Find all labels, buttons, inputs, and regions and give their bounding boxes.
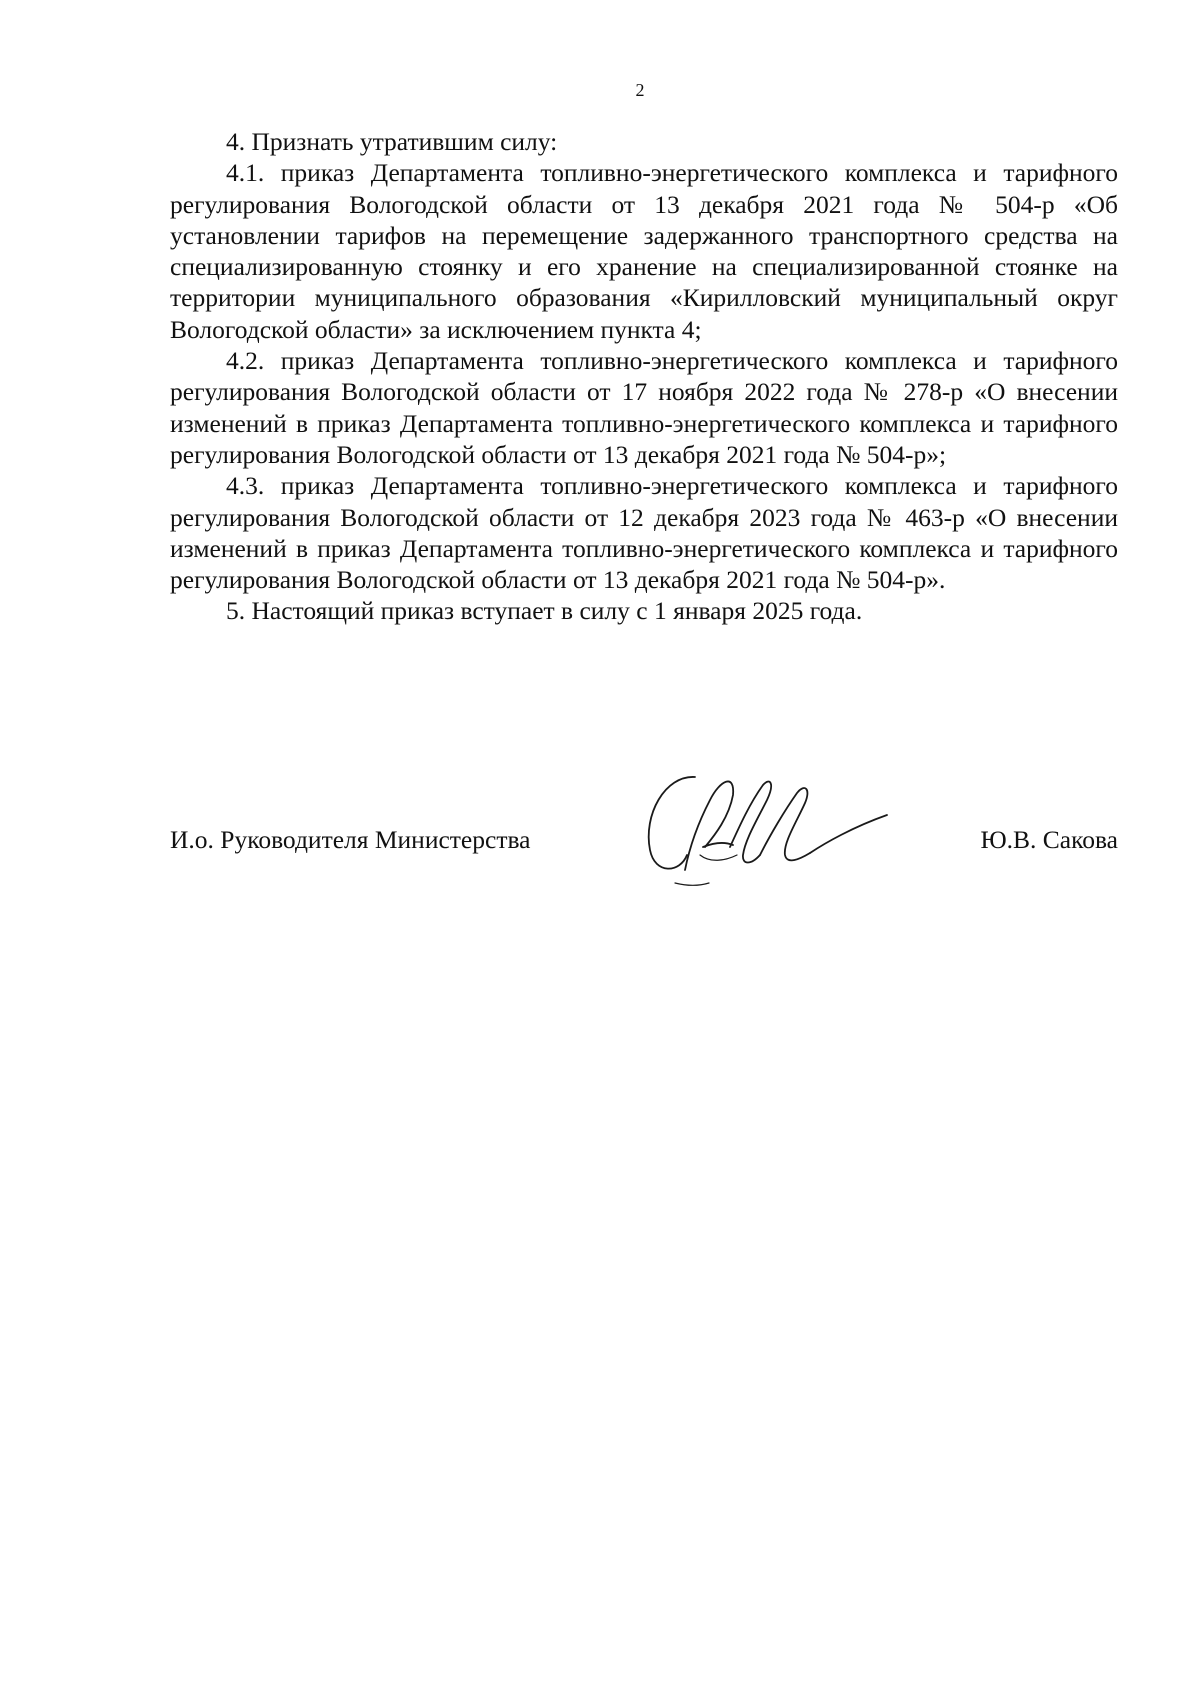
signer-title: И.о. Руководителя Министерства [170,825,531,854]
paragraph-5: 5. Настоящий приказ вступает в силу с 1 января 2025 года. [226,596,863,626]
paragraph-4-1: 4.1. приказ Департамента топливно-энергетического комплекса и тарифного регулирования Вологодской области от 13 декабря 2021 года № 504-р «Об установлении тарифов на перемещение задержанного транспортного средства на специализированную стоянку и его хранение на специализированной стоянке на территории муниципального образования «Кирилловский муниципальный округ Вологодской области» за исключением пункта 4; [170,158,1118,344]
handwritten-signature-icon [625,755,925,890]
signer-name: Ю.В. Сакова [980,825,1118,854]
signature-block [170,755,1118,895]
document-body [170,126,1118,627]
paragraph-4-3: 4.3. приказ Департамента топливно-энергетического комплекса и тарифного регулирования Вологодской области от 12 декабря 2023 года № 463-р «О внесении изменений в приказ Департамента топливно-энергетического комплекса и тарифного регулирования Вологодской области от 13 декабря 2021 года № 504-р». [170,471,1118,595]
paragraph-4: 4. Признать утратившим силу: [226,127,558,156]
paragraph-4-2: 4.2. приказ Департамента топливно-энергетического комплекса и тарифного регулирования Вологодской области от 17 ноября 2022 года № 278-р «О внесении изменений в приказ Департамента топливно-энергетического комплекса и тарифного регулирования Вологодской области от 13 декабря 2021 года № 504-р»; [170,346,1118,469]
page-number: 2 [635,80,645,100]
